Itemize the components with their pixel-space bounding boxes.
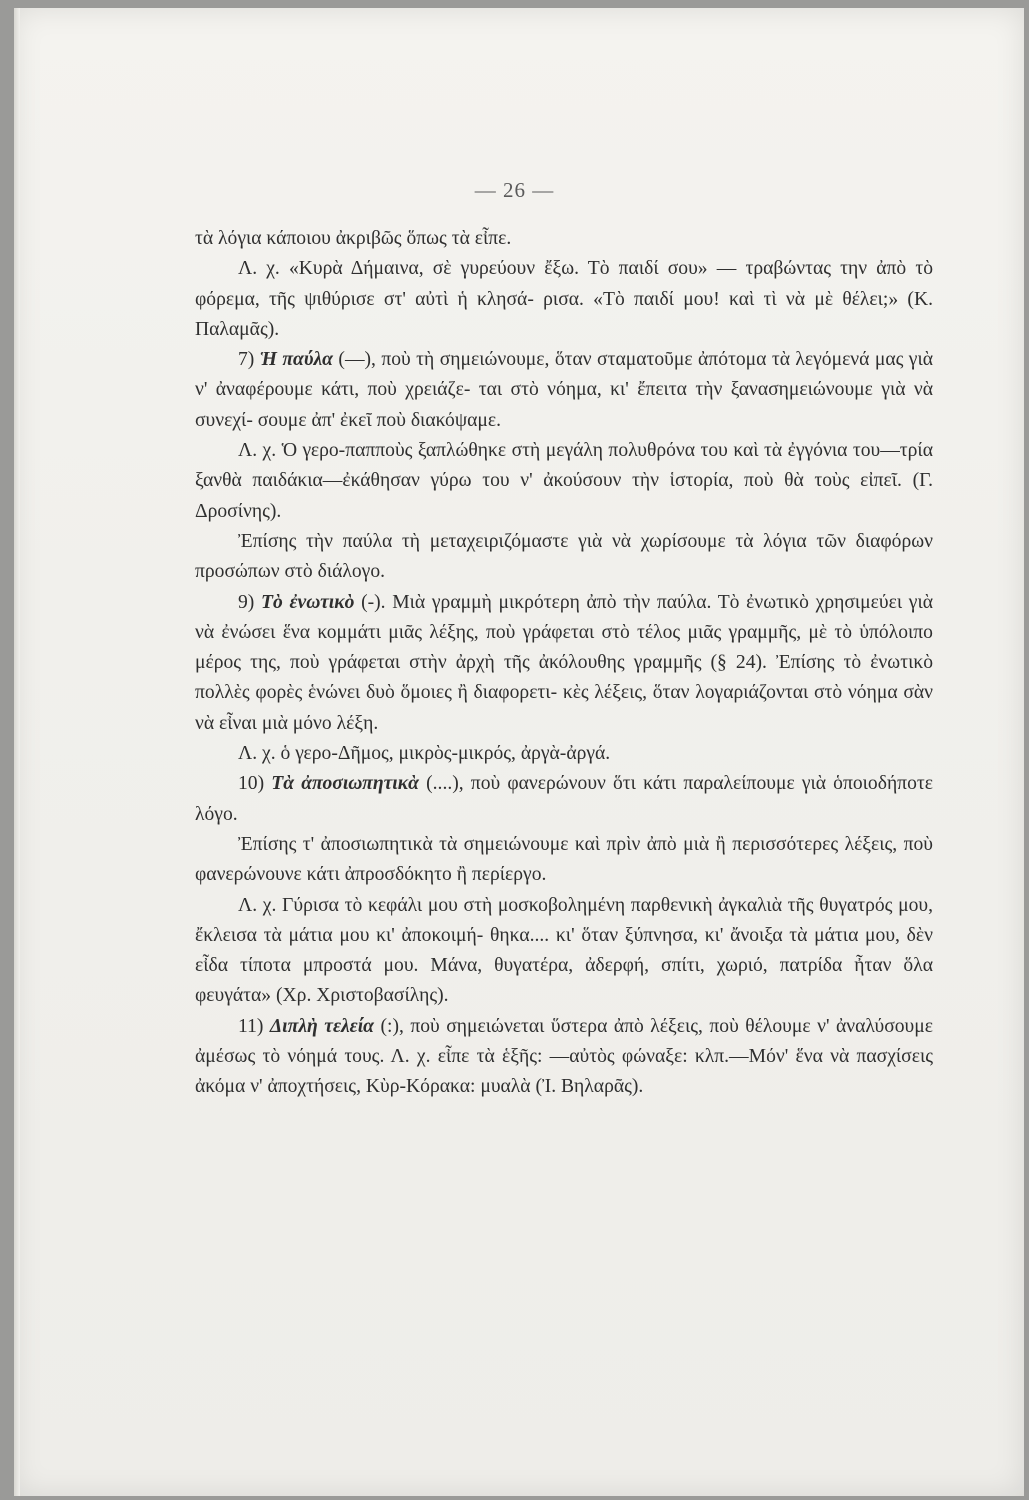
page-body-text bbox=[195, 224, 933, 1103]
text-run: περίεργο. bbox=[471, 864, 547, 886]
text-run: της, ποὺ γράφεται στὴν ἀρχὴ τῆς ἀκόλουθης γραμμῆς (§ 24). bbox=[250, 652, 767, 674]
text-run: (....), ποὺ φανερώνουν ὅτι κάτι bbox=[418, 773, 677, 795]
text-run: ἀπότομα τὰ λεγόμενά μας γιὰ ν' ἀναφέρουμε κάτι, ποὺ χρειάζε- bbox=[195, 349, 933, 401]
text-run: παραλείπουμε γιὰ ὁποιοδήποτε λόγο. bbox=[195, 773, 933, 825]
text-run: ἢ περισσότερες λέξεις, ποὺ φανερώνουνε κάτι ἀπροσδόκητο ἢ bbox=[195, 833, 933, 886]
paragraph bbox=[195, 224, 933, 254]
section-heading: Ἡ παύλα bbox=[259, 349, 333, 371]
text-run: τὰ ἑξῆς: —αὐτὸς φώναξε: κλπ.—Μόν' ἕνα νὰ πασχίσεις ἀκόμα bbox=[195, 1046, 933, 1098]
paragraph bbox=[195, 739, 933, 769]
text-run: 11) bbox=[238, 1015, 270, 1037]
text-run: Ἐπίσης τ' ἀποσιωπητικὰ τὰ σημειώνουμε καὶ πρὶν ἀπὸ μιὰ bbox=[238, 833, 710, 855]
text-run: τραβώντας την ἀπὸ τὸ φόρεμα, τῆς ψιθύρισε στ' αὐτὶ ἡ κλησά- bbox=[195, 258, 933, 310]
text-run: 9) bbox=[238, 591, 262, 613]
paragraph bbox=[195, 1012, 933, 1103]
text-run: ποὺ γράφεται στὸ τέλος μιᾶς γραμμῆς, μὲ τὸ ὑπόλοιπο μέρος bbox=[195, 621, 933, 674]
paragraph bbox=[195, 891, 933, 1012]
text-run: σουμε ἀπ' ἐκεῖ ποὺ διακόψαμε. bbox=[257, 409, 501, 431]
section-heading: Τὰ ἀποσιωπητικὰ bbox=[271, 773, 419, 795]
text-run: 7) bbox=[238, 349, 260, 371]
text-run: ται στὸ νόημα, κι' ἔπειτα τὴν ξανασημειώνουμε γιὰ νὰ συνεχί- bbox=[195, 379, 933, 431]
text-run: τὰ λόγια κάποιου ἀκριβῶς ὅπως τὰ εἶπε. bbox=[195, 228, 512, 249]
text-run: (—), ποὺ τὴ σημειώνουμε, ὅταν σταματοῦμε bbox=[333, 349, 693, 371]
section-heading: Τὸ ἐνωτικὸ bbox=[261, 591, 355, 613]
text-run: του ν' ἀκούσουν τὴν ἱστορία, ποὺ θὰ τοὺς εἰπεῖ. (Γ. Δροσίνης). bbox=[195, 470, 933, 522]
paragraph bbox=[195, 588, 933, 739]
paragraph bbox=[195, 254, 933, 345]
section-heading: Διπλὴ τελεία bbox=[269, 1015, 374, 1037]
text-run: Λ. χ. Γύρισα τὸ κεφάλι μου στὴ μοσκοβολημένη παρθενικὴ bbox=[238, 894, 713, 916]
paragraph bbox=[195, 769, 933, 830]
text-run: ποὺ θέλουμε ν' ἀναλύσουμε ἀμέσως τὸ νόημά τους. Λ. χ. εἶπε bbox=[195, 1015, 933, 1068]
text-run: του καὶ τὰ ἐγγόνια του—τρία ξανθὰ παιδάκια—ἐκάθησαν γύρω bbox=[195, 440, 933, 492]
text-run: κὲς λέξεις, ὅταν λογαριάζονται στὸ νόημα σὰν νὰ εἶναι μιὰ μόνο bbox=[195, 682, 934, 734]
text-run: ἀγκαλιὰ τῆς θυγατρός μου, ἔκλεισα τὰ μάτια μου κι' ἀποκοιμή- bbox=[195, 894, 933, 946]
text-run: Λ. χ. ὁ γερο-Δῆμος, μικρὸς-μικρός, ἀργὰ-ἀργά. bbox=[238, 743, 611, 765]
text-run: (:), ποὺ σημειώνεται ὕστερα ἀπὸ λέξεις, bbox=[374, 1015, 703, 1037]
text-run: Ἐπίσης τὸ ἐνωτικὸ πολλὲς φορὲς ἑνώνει δυὸ ὅμοιες ἢ διαφορετι- bbox=[195, 652, 934, 704]
text-run: τίποτα μπροστά μου. Μάνα, θυγατέρα, ἀδερφή, σπίτι, χωριό, bbox=[239, 955, 768, 977]
text-run: τὰ λόγια τῶν διαφόρων προσώπων στὸ διάλογο. bbox=[195, 530, 934, 583]
text-run: Ἐπίσης τὴν παύλα τὴ μεταχειριζόμαστε γιὰ νὰ χωρίσουμε bbox=[238, 530, 726, 552]
text-run: Λ. χ. «Κυρὰ Δήμαινα, σὲ γυρεύουν ἔξω. Τὸ παιδί σου» — bbox=[238, 258, 737, 280]
page-number: — 26 — bbox=[474, 178, 555, 202]
text-run: 10) bbox=[238, 773, 272, 795]
paragraph bbox=[195, 527, 933, 588]
text-run: ρισα. «Τὸ παιδί μου! καὶ τὶ νὰ μὲ θέλει;» (Κ. Παλαμᾶς). bbox=[195, 288, 934, 340]
text-run: Λ. χ. Ὁ γερο-παπποὺς ξαπλώθηκε στὴ μεγάλη πολυθρόνα bbox=[238, 440, 696, 462]
page-edge-shadow bbox=[14, 8, 20, 1496]
paragraph bbox=[195, 436, 933, 527]
paragraph bbox=[195, 345, 933, 436]
text-run: πατρίδα ἦταν ὅλα φευγάτα» (Χρ. Χριστοβασίλης). bbox=[195, 955, 933, 1007]
text-run: ν' ἀποχτήσεις, Κὺρ-Κόρακα: μυαλὰ (Ἰ. Βηλαρᾶς). bbox=[250, 1076, 644, 1098]
paragraph bbox=[195, 830, 933, 891]
text-run: Τὸ ἐνωτικὸ χρησιμεύει γιὰ νὰ ἐνώσει ἕνα κομμάτι μιᾶς λέξης, bbox=[195, 591, 933, 643]
text-run: λέξη. bbox=[336, 712, 379, 734]
text-run: θηκα.... κι' ὅταν ξύπνησα, κι' ἄνοιξα τὰ μάτια μου, δὲν εἶδα bbox=[195, 924, 933, 977]
text-run: (-). Μιὰ γραμμὴ μικρότερη ἀπὸ τὴν παύλα. bbox=[354, 591, 712, 613]
